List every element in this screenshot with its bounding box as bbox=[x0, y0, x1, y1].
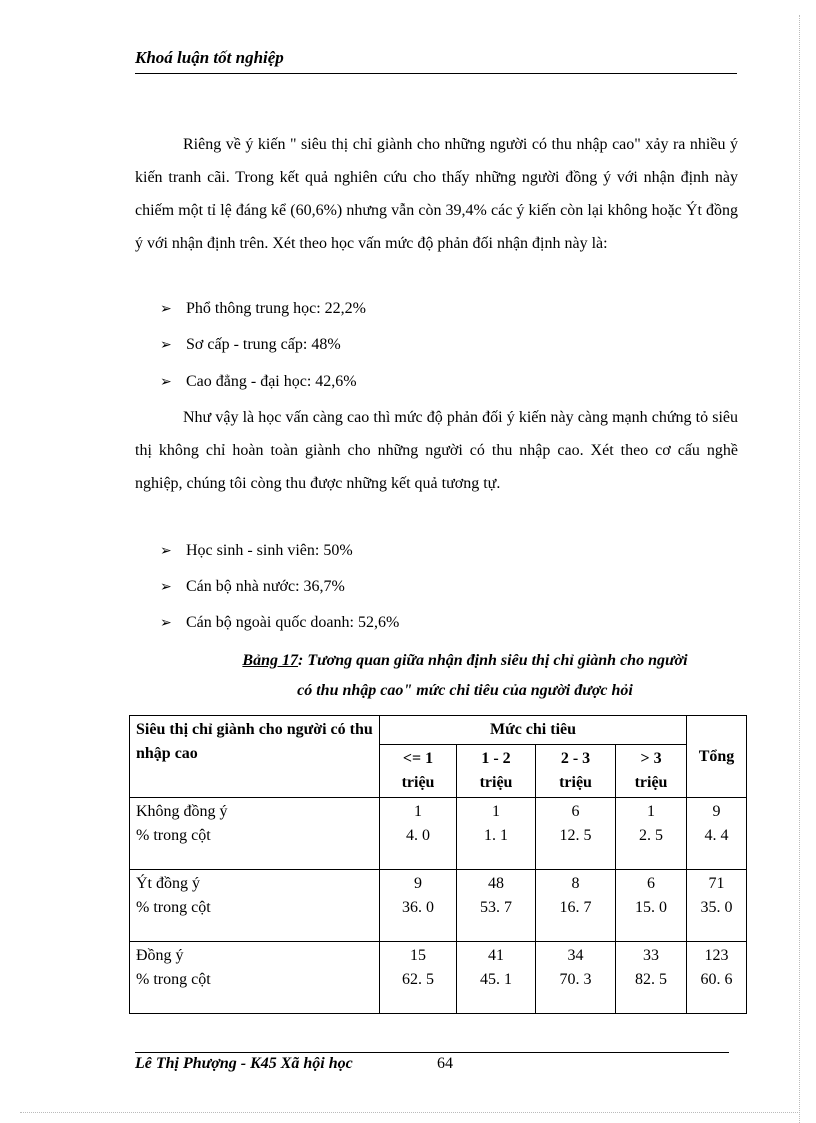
data-cell bbox=[380, 798, 457, 870]
count-value: 41 bbox=[488, 947, 504, 964]
row-label-cell bbox=[130, 942, 380, 1014]
total-header-cell: Tổng bbox=[687, 716, 747, 798]
header-rule bbox=[135, 73, 737, 74]
count-value: 1 bbox=[414, 803, 422, 820]
count-value: 33 bbox=[643, 947, 660, 964]
percent-value: 2. 5 bbox=[639, 827, 664, 844]
data-cell bbox=[457, 942, 536, 1014]
percent-value: 4. 4 bbox=[704, 827, 729, 844]
column-header-range: <= 1 bbox=[402, 750, 434, 767]
footer-author: Lê Thị Phượng - K45 Xã hội học bbox=[135, 1055, 353, 1072]
data-cell bbox=[380, 942, 457, 1014]
data-cell bbox=[616, 942, 687, 1014]
column-header-unit: triệu bbox=[401, 774, 435, 791]
count-value: 1 bbox=[647, 803, 656, 820]
count-value: 15 bbox=[410, 947, 426, 964]
table-caption-line-1 bbox=[135, 646, 795, 676]
row-label-cell bbox=[130, 870, 380, 942]
count-value: 48 bbox=[488, 875, 504, 892]
arrow-bullet-icon: ➢ bbox=[160, 579, 172, 595]
column-header-range: 2 - 3 bbox=[560, 750, 591, 767]
table-caption-text: : Tương quan giữa nhận định siêu thị chỉ giành cho người bbox=[297, 652, 688, 669]
count-value: 6 bbox=[647, 875, 656, 892]
data-cell bbox=[380, 870, 457, 942]
bullet-text: Cán bộ nhà nước: 36,7% bbox=[186, 578, 345, 595]
bullet-text: Cán bộ ngoài quốc doanh: 52,6% bbox=[186, 614, 400, 631]
row-label: Đồng ý bbox=[136, 947, 184, 964]
bullet-item bbox=[160, 297, 366, 321]
data-cell bbox=[536, 798, 616, 870]
arrow-bullet-icon: ➢ bbox=[160, 374, 172, 390]
count-value: 9 bbox=[712, 803, 721, 820]
percent-value: 4. 0 bbox=[406, 827, 430, 844]
data-table bbox=[129, 715, 747, 1014]
column-header-cell bbox=[616, 745, 687, 798]
percent-value: 45. 1 bbox=[480, 971, 512, 988]
table-row bbox=[130, 798, 747, 870]
percent-value: 53. 7 bbox=[480, 899, 512, 916]
column-header-unit: triệu bbox=[634, 774, 668, 791]
bullet-item bbox=[160, 611, 399, 635]
row-label-cell bbox=[130, 798, 380, 870]
row-sublabel: % trong cột bbox=[136, 971, 211, 988]
bullet-text: Cao đẳng - đại học: 42,6% bbox=[186, 373, 357, 390]
count-value: 1 bbox=[492, 803, 500, 820]
percent-value: 70. 3 bbox=[559, 971, 592, 988]
column-header-cell bbox=[457, 745, 536, 798]
paragraph-1: Riêng về ý kiến " siêu thị chỉ giành cho những người có thu nhập cao" xảy ra nhiều ý kiến tranh cãi. Trong kết quả nghiên cứu cho thấy những người đồng ý với nhận định này chiếm một tỉ lệ đáng kể (60,6%) nhưng vẫn còn 39,4% các ý kiến còn lại không hoặc Ýt đồng ý với nhận định trên. Xét theo học vấn mức độ phản đối nhận định này là: bbox=[135, 136, 738, 252]
row-sublabel: % trong cột bbox=[136, 827, 211, 844]
column-header-range: > 3 bbox=[640, 750, 662, 767]
bullet-text: Phổ thông trung học: 22,2% bbox=[186, 300, 366, 317]
page-edge-bottom bbox=[20, 1112, 800, 1113]
percent-value: 62. 5 bbox=[402, 971, 434, 988]
page-header-title: Khoá luận tốt nghiệp bbox=[135, 48, 284, 67]
total-cell bbox=[687, 942, 747, 1014]
footer-rule bbox=[135, 1052, 729, 1053]
bullet-item bbox=[160, 333, 341, 357]
percent-value: 60. 6 bbox=[700, 971, 733, 988]
data-cell bbox=[457, 870, 536, 942]
bullet-item bbox=[160, 539, 353, 563]
data-cell bbox=[616, 798, 687, 870]
column-header-cell bbox=[380, 745, 457, 798]
row-label: Ýt đồng ý bbox=[136, 875, 200, 892]
page-edge-right bbox=[799, 15, 800, 1123]
bullet-item bbox=[160, 370, 357, 394]
table-row bbox=[130, 870, 747, 942]
table-row bbox=[130, 942, 747, 1014]
count-value: 71 bbox=[708, 875, 725, 892]
percent-value: 36. 0 bbox=[402, 899, 434, 916]
count-value: 34 bbox=[567, 947, 584, 964]
table-caption-number: Bảng 17 bbox=[242, 652, 298, 669]
column-header-unit: triệu bbox=[479, 774, 513, 791]
percent-value: 15. 0 bbox=[635, 899, 668, 916]
data-cell bbox=[536, 870, 616, 942]
bullet-text: Học sinh - sinh viên: 50% bbox=[186, 542, 353, 559]
paragraph-2: Như vậy là học vấn càng cao thì mức độ phản đối ý kiến này càng mạnh chứng tỏ siêu thị không chỉ hoàn toàn giành cho những người có thu nhập cao. Xét theo cơ cấu nghề nghiệp, chúng tôi còng thu được những kết quả tương tự. bbox=[135, 409, 738, 492]
total-cell bbox=[687, 798, 747, 870]
data-cell bbox=[616, 870, 687, 942]
row-label: Không đồng ý bbox=[136, 803, 228, 820]
count-value: 9 bbox=[414, 875, 422, 892]
column-header-unit: triệu bbox=[559, 774, 592, 791]
percent-value: 16. 7 bbox=[559, 899, 592, 916]
percent-value: 82. 5 bbox=[635, 971, 668, 988]
group-header-cell: Mức chi tiêu bbox=[380, 716, 687, 745]
count-value: 123 bbox=[704, 947, 729, 964]
column-header-cell bbox=[536, 745, 616, 798]
percent-value: 12. 5 bbox=[559, 827, 592, 844]
total-cell bbox=[687, 870, 747, 942]
arrow-bullet-icon: ➢ bbox=[160, 615, 172, 631]
row-sublabel: % trong cột bbox=[136, 899, 211, 916]
table-caption-line-2: có thu nhập cao" mức chi tiêu của người được hỏi bbox=[297, 682, 633, 699]
arrow-bullet-icon: ➢ bbox=[160, 337, 172, 353]
count-value: 8 bbox=[571, 875, 580, 892]
column-header-range: 1 - 2 bbox=[481, 750, 511, 767]
data-cell bbox=[457, 798, 536, 870]
bullet-item bbox=[160, 575, 345, 599]
data-cell bbox=[536, 942, 616, 1014]
percent-value: 1. 1 bbox=[484, 827, 508, 844]
percent-value: 35. 0 bbox=[700, 899, 733, 916]
row-header-cell: Siêu thị chỉ giành cho người có thu nhập cao bbox=[130, 716, 380, 798]
page-number: 64 bbox=[437, 1055, 453, 1072]
arrow-bullet-icon: ➢ bbox=[160, 543, 172, 559]
arrow-bullet-icon: ➢ bbox=[160, 301, 172, 317]
bullet-text: Sơ cấp - trung cấp: 48% bbox=[186, 336, 341, 353]
count-value: 6 bbox=[571, 803, 580, 820]
